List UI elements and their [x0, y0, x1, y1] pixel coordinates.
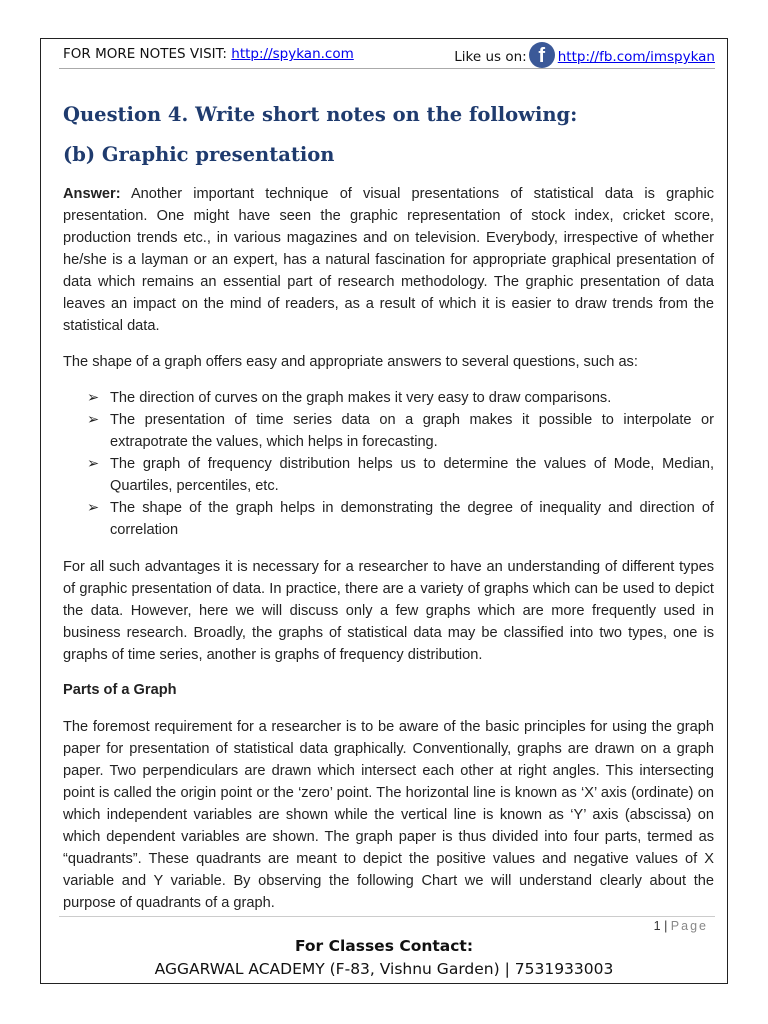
answer-label: Answer:: [63, 186, 121, 202]
contact-title: For Classes Contact:: [294, 937, 474, 955]
contact-details: AGGARWAL ACADEMY (F-83, Vishnu Garden) | 7531933003: [154, 960, 614, 978]
question-heading: Question 4. Write short notes on the following:: [63, 103, 578, 126]
arrow-bullet-icon: ➢: [87, 456, 100, 472]
parts-heading: Parts of a Graph: [63, 682, 177, 698]
facebook-like: [454, 46, 715, 68]
facebook-icon[interactable]: f: [529, 42, 555, 68]
page-header: [63, 44, 715, 66]
shape-intro: The shape of a graph offers easy and appropriate answers to several questions, such as:: [63, 354, 638, 370]
parts-paragraph: The foremost requirement for a researcher is to be aware of the basic principles for using the graph paper for presentation of statistical data graphically. Conventionally, graphs are drawn on a graph paper. Two perpendiculars are drawn which intersect each other at right angles. This intersecting point is called the origin point or the ‘zero’ point. The horizontal line is known as ‘X’ axis (ordinate) on which independent variables are shown while the vertical line is known as ‘Y’ axis (abscissa) on which dependent variables are shown. The graph paper is thus divided into four parts, termed as “quadrants”. These quadrants are meant to depict the positive values and negative values of X variable and Y variable. By observing the following Chart we will understand clearly about the purpose of quadrants of a graph.: [63, 719, 714, 911]
like-text: Like us on:: [454, 49, 527, 65]
arrow-bullet-icon: ➢: [87, 390, 100, 406]
spykan-link[interactable]: http://spykan.com: [231, 46, 354, 62]
list-item: ➢ The presentation of time series data on a graph makes it possible to interpolate or extrapotrate the values, which helps in forecasting.: [87, 409, 714, 453]
header-divider: [59, 68, 715, 69]
answer-paragraph: [63, 183, 714, 337]
advantages-paragraph: For all such advantages it is necessary for a researcher to have an understanding of different types of graphic presentation of data. In practice, there are a variety of graphs which can be used to depict the data. However, here we will discuss only a few graphs which are more frequently used in business research. Broadly, the graphs of statistical data may be classified into two types, one is graphs of time series, another is graphs of frequency distribution.: [63, 559, 714, 663]
section-heading: (b) Graphic presentation: [63, 143, 335, 166]
advantages-list: [87, 387, 714, 541]
facebook-link[interactable]: http://fb.com/imspykan: [557, 49, 715, 65]
footer-divider: [59, 916, 715, 917]
list-item: ➢ The direction of curves on the graph makes it very easy to draw comparisons.: [87, 387, 714, 409]
arrow-bullet-icon: ➢: [87, 412, 100, 428]
arrow-bullet-icon: ➢: [87, 500, 100, 516]
page-number: 1 | Page: [653, 919, 708, 933]
notes-prefix: FOR MORE NOTES VISIT:: [63, 46, 227, 62]
notes-visit: [63, 46, 354, 62]
list-item: ➢ The shape of the graph helps in demonstrating the degree of inequality and direction of correlation: [87, 497, 714, 541]
list-item: ➢ The graph of frequency distribution helps us to determine the values of Mode, Median, Quartiles, percentiles, etc.: [87, 453, 714, 497]
answer-text: Another important technique of visual presentations of statistical data is graphic presentation. One might have seen the graphic representation of stock index, cricket score, production trends etc., in various magazines and on television. Everybody, irrespective of whether he/she is a layman or an expert, has a natural fascination for appropriate graphical presentation of data which remains an essential part of research methodology. The graphic presentation of data leaves an impact on the mind of readers, as a result of which it is easier to draw trends from the statistical data.: [63, 186, 714, 334]
